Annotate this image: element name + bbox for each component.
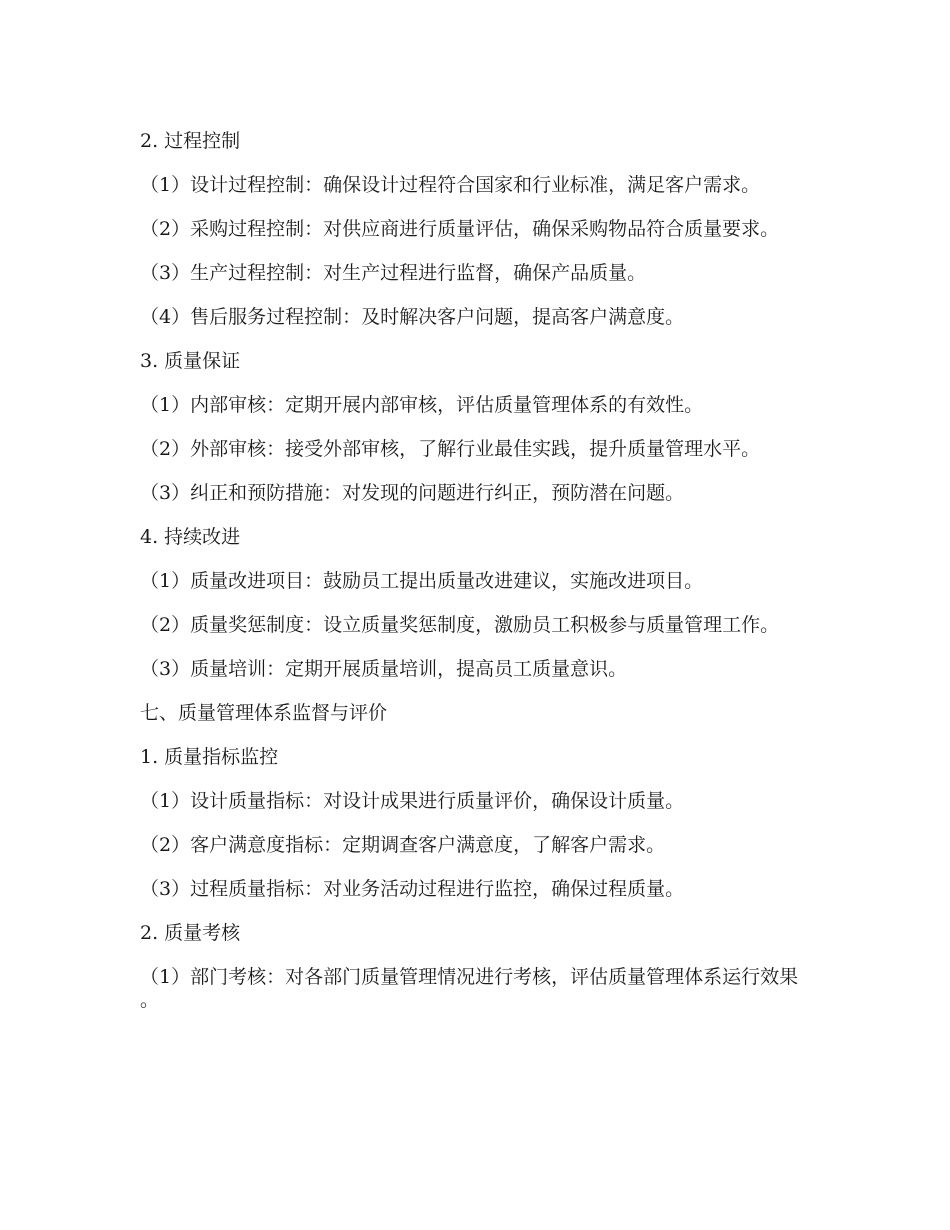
list-item: （1）质量改进项目：鼓励员工提出质量改进建议，实施改进项目。 — [140, 570, 704, 592]
list-item: （1）内部审核：定期开展内部审核，评估质量管理体系的有效性。 — [140, 394, 704, 416]
list-item: （2）采购过程控制：对供应商进行质量评估，确保采购物品符合质量要求。 — [140, 218, 780, 240]
list-item: （3）过程质量指标：对业务活动过程进行监控，确保过程质量。 — [140, 878, 685, 900]
list-item: （3）生产过程控制：对生产过程进行监督，确保产品质量。 — [140, 262, 647, 284]
list-item: （4）售后服务过程控制：及时解决客户问题，提高客户满意度。 — [140, 306, 685, 328]
section-heading: 2. 过程控制 — [140, 130, 241, 152]
list-item: （2）质量奖惩制度：设立质量奖惩制度，激励员工积极参与质量管理工作。 — [140, 614, 780, 636]
list-item: （1）设计过程控制：确保设计过程符合国家和行业标准，满足客户需求。 — [140, 174, 761, 196]
list-item: （3）质量培训：定期开展质量培训，提高员工质量意识。 — [140, 658, 628, 680]
list-item: （2）外部审核：接受外部审核，了解行业最佳实践，提升质量管理水平。 — [140, 438, 761, 460]
section-heading: 1. 质量指标监控 — [140, 746, 279, 768]
list-item: （1）设计质量指标：对设计成果进行质量评价，确保设计质量。 — [140, 790, 685, 812]
list-item: （2）客户满意度指标：定期调查客户满意度，了解客户需求。 — [140, 834, 666, 856]
section-heading: 2. 质量考核 — [140, 922, 241, 944]
list-item: （3）纠正和预防措施：对发现的问题进行纠正，预防潜在问题。 — [140, 482, 685, 504]
section-heading: 3. 质量保证 — [140, 350, 241, 372]
chapter-heading: 七、质量管理体系监督与评价 — [140, 702, 388, 724]
document-body — [140, 130, 805, 1033]
list-item: （1）部门考核：对各部门质量管理情况进行考核，评估质量管理体系运行效果。 — [140, 966, 799, 1011]
section-heading: 4. 持续改进 — [140, 526, 241, 548]
